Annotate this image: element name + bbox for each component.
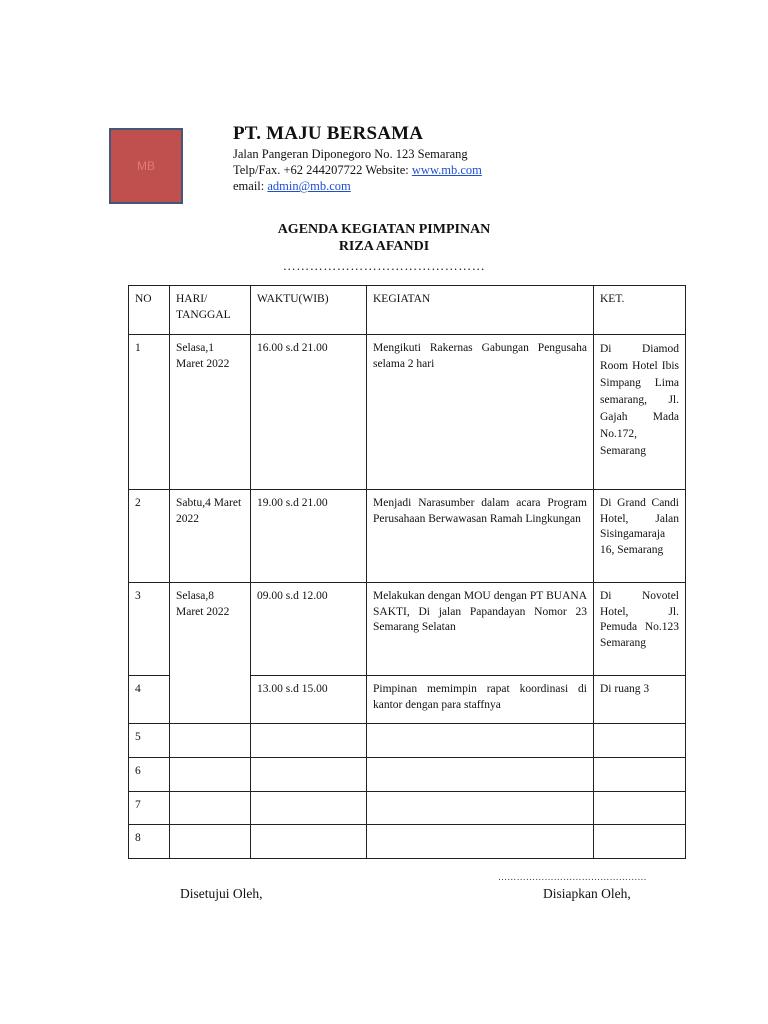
company-address: Jalan Pangeran Diponegoro No. 123 Semarang (233, 147, 468, 161)
row-no: 2 (129, 490, 170, 583)
company-header (233, 122, 482, 194)
row-activity: Menjadi Narasumber dalam acara Program Perusahaan Berwawasan Ramah Lingkungan (367, 490, 594, 583)
row-empty-cell (594, 792, 686, 825)
row-date: Sabtu,4 Maret 2022 (170, 490, 251, 583)
header-date: HARI/ TANGGAL (170, 286, 251, 335)
website-link[interactable]: www.mb.com (411, 163, 482, 177)
row-ket: Di Novotel Hotel, Jl. Pemuda No.123 Semarang (594, 583, 686, 676)
row-empty-cell (251, 792, 367, 825)
company-email (233, 178, 482, 194)
agenda-dots: ……………………………………… (282, 258, 486, 273)
row-empty-cell (594, 724, 686, 758)
row-empty-cell (251, 758, 367, 792)
row-no: 3 (129, 583, 170, 676)
company-name: PT. MAJU BERSAMA (233, 123, 424, 144)
company-contact (233, 162, 482, 178)
row-no: 5 (129, 724, 170, 758)
row-empty-cell (170, 825, 251, 859)
table-row (129, 758, 686, 792)
row-empty-cell (251, 825, 367, 859)
row-empty-cell (594, 825, 686, 859)
row-time: 16.00 s.d 21.00 (251, 335, 367, 490)
header-no: NO (129, 286, 170, 335)
row-no: 6 (129, 758, 170, 792)
row-no: 4 (129, 676, 170, 724)
table-row (129, 335, 686, 490)
row-no: 1 (129, 335, 170, 490)
email-label: email: (233, 179, 268, 193)
logo-text: MB (137, 159, 155, 173)
phone-text: Telp/Fax. +62 244207722 Website: (233, 163, 412, 177)
approved-by-label: Disetujui Oleh, (180, 886, 263, 901)
row-empty-cell (170, 792, 251, 825)
signature-dots: ………………………………………… (498, 872, 647, 882)
table-row (129, 583, 686, 676)
table-row (129, 792, 686, 825)
row-activity: Pimpinan memimpin rapat koordinasi di kantor dengan para staffnya (367, 676, 594, 724)
row-empty-cell (367, 792, 594, 825)
company-logo (109, 128, 183, 204)
row-ket: Di Diamod Room Hotel Ibis Simpang Lima semarang, Jl. Gajah Mada No.172, Semarang (594, 335, 686, 490)
row-empty-cell (367, 825, 594, 859)
row-empty-cell (594, 758, 686, 792)
row-activity: Mengikuti Rakernas Gabungan Pengusaha selama 2 hari (367, 335, 594, 490)
row-time: 13.00 s.d 15.00 (251, 676, 367, 724)
row-ket: Di Grand Candi Hotel, Jalan Sisingamaraja 16, Semarang (594, 490, 686, 583)
prepared-by-label: Disiapkan Oleh, (543, 886, 631, 901)
header-time: WAKTU(WIB) (251, 286, 367, 335)
agenda-title: AGENDA KEGIATAN PIMPINAN (277, 222, 491, 237)
header-ket: KET. (594, 286, 686, 335)
table-header-row (129, 286, 686, 335)
agenda-person: RIZA AFANDI (338, 239, 430, 254)
row-empty-cell (170, 758, 251, 792)
email-link[interactable]: admin@mb.com (267, 179, 351, 193)
row-no: 7 (129, 792, 170, 825)
table-row (129, 490, 686, 583)
row-date: Selasa,1 Maret 2022 (170, 335, 251, 490)
header-activity: KEGIATAN (367, 286, 594, 335)
table-row (129, 825, 686, 859)
row-empty-cell (367, 758, 594, 792)
table-row (129, 724, 686, 758)
row-time: 09.00 s.d 12.00 (251, 583, 367, 676)
row-time: 19.00 s.d 21.00 (251, 490, 367, 583)
row-activity: Melakukan dengan MOU dengan PT BUANA SAKTI, Di jalan Papandayan Nomor 23 Semarang Selatan (367, 583, 594, 676)
agenda-table (128, 285, 686, 859)
row-empty-cell (367, 724, 594, 758)
row-no: 8 (129, 825, 170, 859)
row-ket: Di ruang 3 (594, 676, 686, 724)
row-empty-cell (170, 724, 251, 758)
row-empty-cell (251, 724, 367, 758)
row-date: Selasa,8 Maret 2022 (170, 583, 251, 724)
